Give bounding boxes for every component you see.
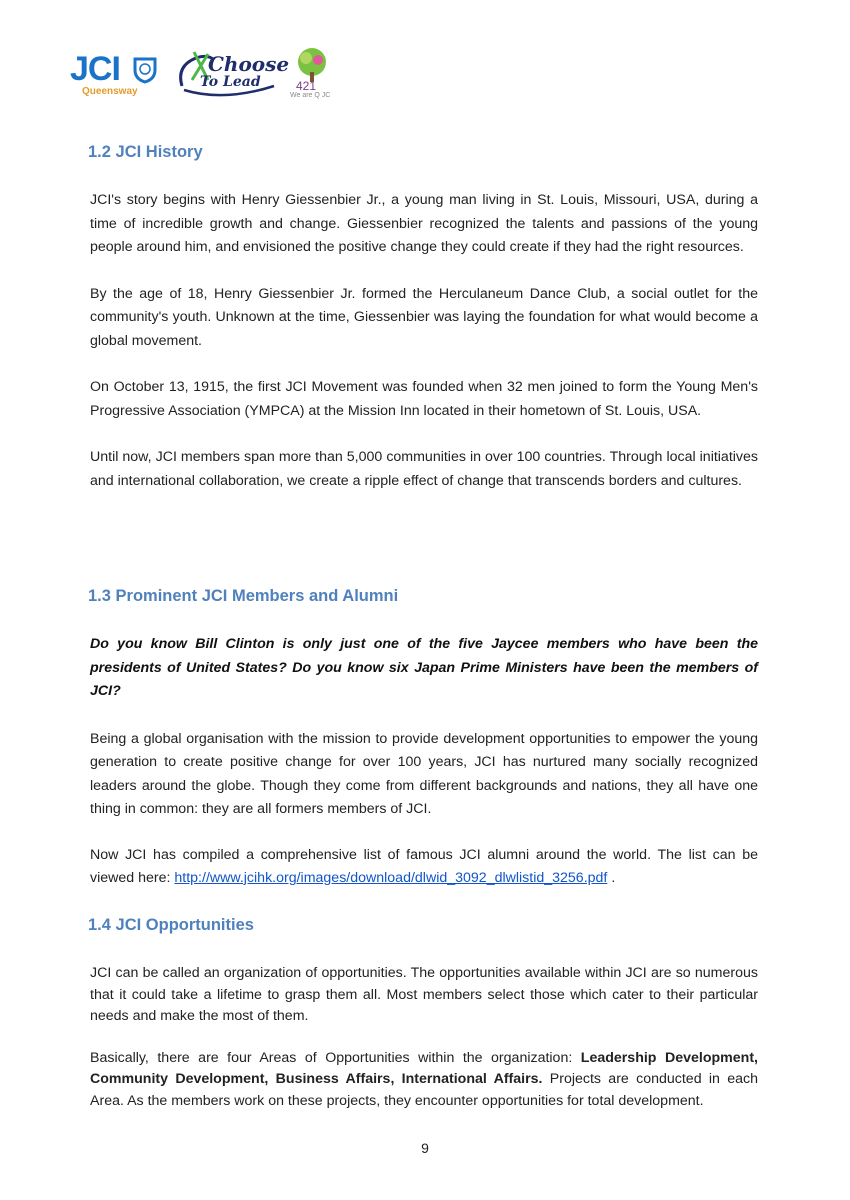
history-paragraph-4: Until now, JCI members span more than 5,000 communities in over 100 countries. Through local initiatives and international collaboration, we create a ripple effect of change that transcends borders and cultures. (90, 449, 758, 489)
heading-prominent-members: 1.3 Prominent JCI Members and Alumni (88, 587, 399, 605)
areas-intro: Basically, there are four Areas of Opportunities within the organization: (90, 1049, 581, 1066)
opportunities-paragraph-1: JCI can be called an organization of opportunities. The opportunities available within JCI are so numerous that it could take a lifetime to grasp them all. Most members select those which cater to their particular needs and make the most of them. (90, 965, 758, 1024)
tree-number: 421 (296, 79, 317, 93)
alumni-link-after: . (607, 870, 616, 886)
section-jci-history (90, 189, 758, 493)
areas-after: Projects are conducted in each Area. As the members work on these projects, they encounter opportunities for total development. (90, 1071, 758, 1109)
jci-logo (70, 52, 138, 98)
choose-to-lead-logo (174, 46, 290, 105)
section-prominent-members (90, 633, 758, 891)
areas-paragraph (90, 1048, 758, 1113)
choose-logo-line2: To Lead (200, 74, 261, 90)
jci-logo-sub: Queensway (82, 86, 138, 97)
alumni-list-paragraph (90, 844, 758, 891)
tree-logo-caption: We are Q JC (290, 92, 331, 99)
members-paragraph-1: Being a global organisation with the mission to provide development opportunities to empower the young generation to create positive change for over 100 years, JCI has nurtured many socially recognized leaders around the globe. Though they come from different backgrounds and nations, they all have one thing in common: they are all formers members of JCI. (90, 730, 758, 817)
areas-list: Leadership Development, Community Development, Business Affairs, International Affairs. (90, 1049, 758, 1087)
history-paragraph-2: By the age of 18, Henry Giessenbier Jr. formed the Herculaneum Dance Club, a social outlet for the community's youth. Unknown at the time, Giessenbier was laying the foundation for what would become a global movement. (90, 285, 758, 349)
header-logos (70, 46, 370, 106)
heading-jci-opportunities: 1.4 JCI Opportunities (88, 916, 254, 934)
alumni-link-intro: Now JCI has compiled a comprehensive list of famous JCI alumni around the world. The list can be viewed here: (90, 846, 758, 886)
heading-jci-history: 1.2 JCI History (88, 143, 203, 161)
jci-logo-word: JCI (70, 50, 120, 88)
page-number: 9 (421, 1140, 429, 1156)
history-paragraph-3: On October 13, 1915, the first JCI Movement was founded when 32 men joined to form the Young Men's Progressive Association (YMPCA) at the Mission Inn located in their hometown of St. Louis, USA. (90, 379, 758, 419)
tree-logo (288, 46, 336, 99)
clinton-question: Do you know Bill Clinton is only just one of the five Jaycee members who have been the presidents of United States? Do you know six Japan Prime Ministers have been the members of JCI? (90, 636, 758, 699)
tree-icon (288, 46, 336, 94)
alumni-list-link[interactable]: http://www.jcihk.org/images/download/dlwid_3092_dlwlistid_3256.pdf (174, 870, 608, 886)
jci-shield-icon (132, 56, 158, 84)
choose-logo-line1: Choose (208, 52, 290, 76)
section-jci-opportunities (90, 963, 758, 1112)
history-paragraph-1: JCI's story begins with Henry Giessenbier Jr., a young man living in St. Louis, Missouri, USA, during a time of incredible growth and change. Giessenbier recognized the talents and passions of the young people around him, and envisioned the positive change they could create if they had the right resources. (90, 192, 758, 255)
